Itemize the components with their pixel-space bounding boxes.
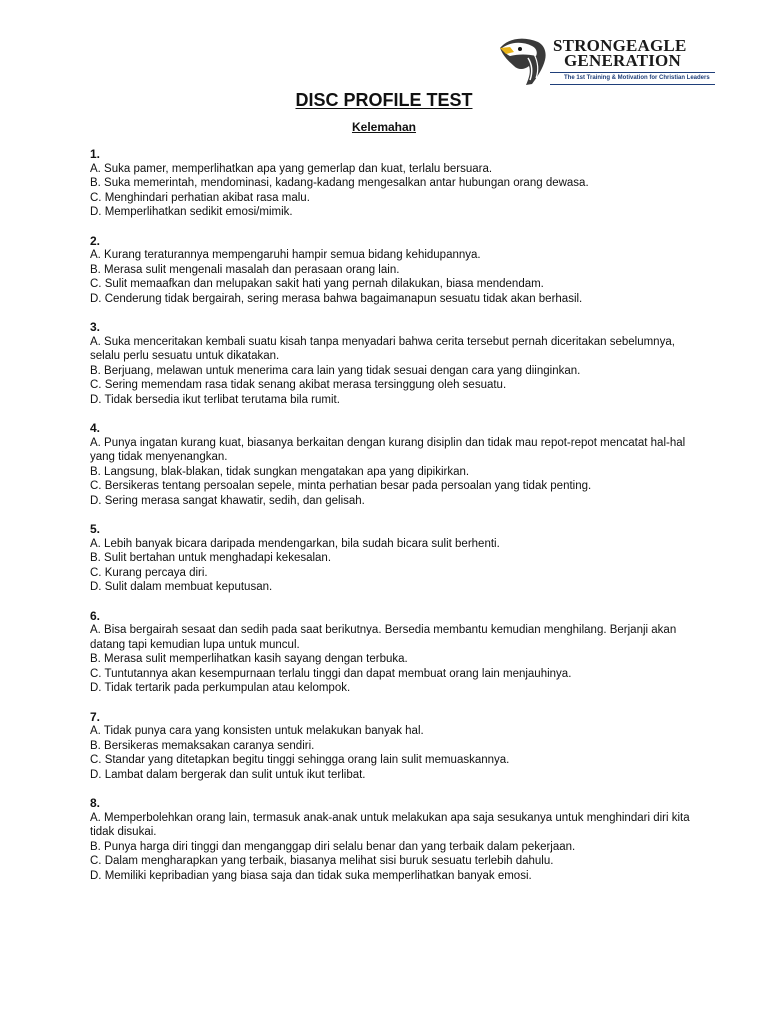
option-d: D. Tidak bersedia ikut terlibat terutama bila rumit.: [90, 393, 340, 406]
question-item: [90, 522, 690, 595]
question-number: 2.: [90, 233, 101, 248]
option-c: C. Dalam mengharapkan yang terbaik, biasanya melihat sisi buruk sesuatu terlebih dahulu.: [90, 855, 554, 867]
question-item: [90, 421, 690, 508]
option-c: C. Sering memendam rasa tidak senang akibat merasa tersinggung oleh sesuatu.: [90, 379, 507, 391]
question-item: [90, 710, 690, 783]
question-item: [90, 796, 690, 883]
logo-title-line2: GENERATION: [564, 51, 681, 70]
question-number: 3.: [90, 320, 101, 334]
question-item: [90, 234, 690, 307]
brand-logo: [498, 34, 720, 86]
eagle-icon: [498, 34, 548, 86]
option-c: C. Kurang percaya diri.: [90, 566, 208, 579]
question-item: [90, 609, 690, 696]
option-b: B. Sulit bertahan untuk menghadapi kekesalan.: [90, 552, 332, 564]
option-c: C. Bersikeras tentang persoalan sepele, minta perhatian besar pada persoalan yang tidak penting.: [90, 480, 592, 492]
option-b: B. Suka memerintah, mendominasi, kadang-kadang mengesalkan antar hubungan orang dewasa.: [90, 177, 589, 189]
option-a: A. Suka menceritakan kembali suatu kisah tanpa menyadari bahwa cerita tersebut pernah diceritakan sebelumnya, selalu perlu sesuatu untuk dikatakan.: [90, 335, 675, 362]
option-d: D. Memperlihatkan sedikit emosi/mimik.: [90, 206, 293, 218]
option-d: D. Lambat dalam bergerak dan sulit untuk ikut terlibat.: [90, 768, 366, 781]
option-c: C. Sulit memaafkan dan melupakan sakit hati yang pernah dilakukan, biasa mendendam.: [90, 278, 544, 290]
option-b: B. Merasa sulit memperlihatkan kasih sayang dengan terbuka.: [90, 653, 408, 665]
option-b: B. Berjuang, melawan untuk menerima cara lain yang tidak sesuai dengan cara yang diinginkan.: [90, 364, 581, 377]
option-a: A. Suka pamer, memperlihatkan apa yang gemerlap dan kuat, terlalu bersuara.: [90, 162, 493, 175]
option-c: C. Tuntutannya akan kesempurnaan terlalu tinggi dan dapat membuat orang lain menjauhinya.: [90, 667, 572, 680]
option-b: B. Merasa sulit mengenali masalah dan perasaan orang lain.: [90, 263, 400, 276]
question-number: 7.: [90, 709, 101, 724]
question-item: [90, 320, 690, 407]
option-a: A. Tidak punya cara yang konsisten untuk melakukan banyak hal.: [90, 725, 424, 737]
option-b: B. Bersikeras memaksakan caranya sendiri.: [90, 739, 315, 752]
option-b: B. Punya harga diri tinggi dan menganggap diri selalu benar dan yang terbaik dalam pekerjaan.: [90, 840, 576, 853]
option-d: D. Cenderung tidak bergairah, sering merasa bahwa bagaimanapun sesuatu tidak akan berhasil.: [90, 292, 583, 305]
option-a: A. Lebih banyak bicara daripada mendengarkan, bila sudah bicara sulit berhenti.: [90, 537, 500, 550]
option-b: B. Langsung, blak-blakan, tidak sungkan mengatakan apa yang dipikirkan.: [90, 465, 470, 478]
question-item: [90, 147, 690, 220]
logo-divider: [550, 72, 715, 73]
question-number: 8.: [90, 796, 101, 810]
option-d: D. Tidak tertarik pada perkumpulan atau kelompok.: [90, 682, 351, 694]
option-d: D. Memiliki kepribadian yang biasa saja dan tidak suka memperlihatkan banyak emosi.: [90, 869, 532, 882]
option-d: D. Sulit dalam membuat keputusan.: [90, 581, 273, 593]
option-a: A. Punya ingatan kurang kuat, biasanya berkaitan dengan kurang disiplin dan tidak mau repot-repot mencatat hal-hal yang tidak menyenangkan.: [90, 436, 686, 463]
logo-tagline: The 1st Training & Motivation for Christian Leaders: [564, 75, 710, 81]
page-title: DISC PROFILE TEST: [295, 90, 473, 110]
question-number: 6.: [90, 608, 101, 623]
logo-divider-bottom: [550, 84, 715, 85]
question-number: 1.: [90, 147, 101, 161]
option-a: A. Memperbolehkan orang lain, termasuk anak-anak untuk melakukan apa saja sesukanya untuk menghindari diri kita tidak disukai.: [90, 811, 690, 838]
option-d: D. Sering merasa sangat khawatir, sedih, dan gelisah.: [90, 494, 365, 507]
question-number: 4.: [90, 421, 101, 435]
question-number: 5.: [90, 522, 101, 536]
option-c: C. Standar yang ditetapkan begitu tinggi sehingga orang lain sulit memuaskannya.: [90, 754, 510, 766]
option-c: C. Menghindari perhatian akibat rasa malu.: [90, 191, 310, 204]
question-list: [90, 147, 690, 897]
logo-title-line1: STRONGEAGLE: [553, 36, 687, 55]
option-a: A. Kurang teraturannya mempengaruhi hampir semua bidang kehidupannya.: [90, 249, 481, 261]
option-a: A. Bisa bergairah sesaat dan sedih pada saat berikutnya. Bersedia membantu kemudian menghilang. Berjanji akan datang tapi kemudian lupa untuk muncul.: [90, 624, 677, 651]
section-subtitle: Kelemahan: [351, 120, 417, 134]
